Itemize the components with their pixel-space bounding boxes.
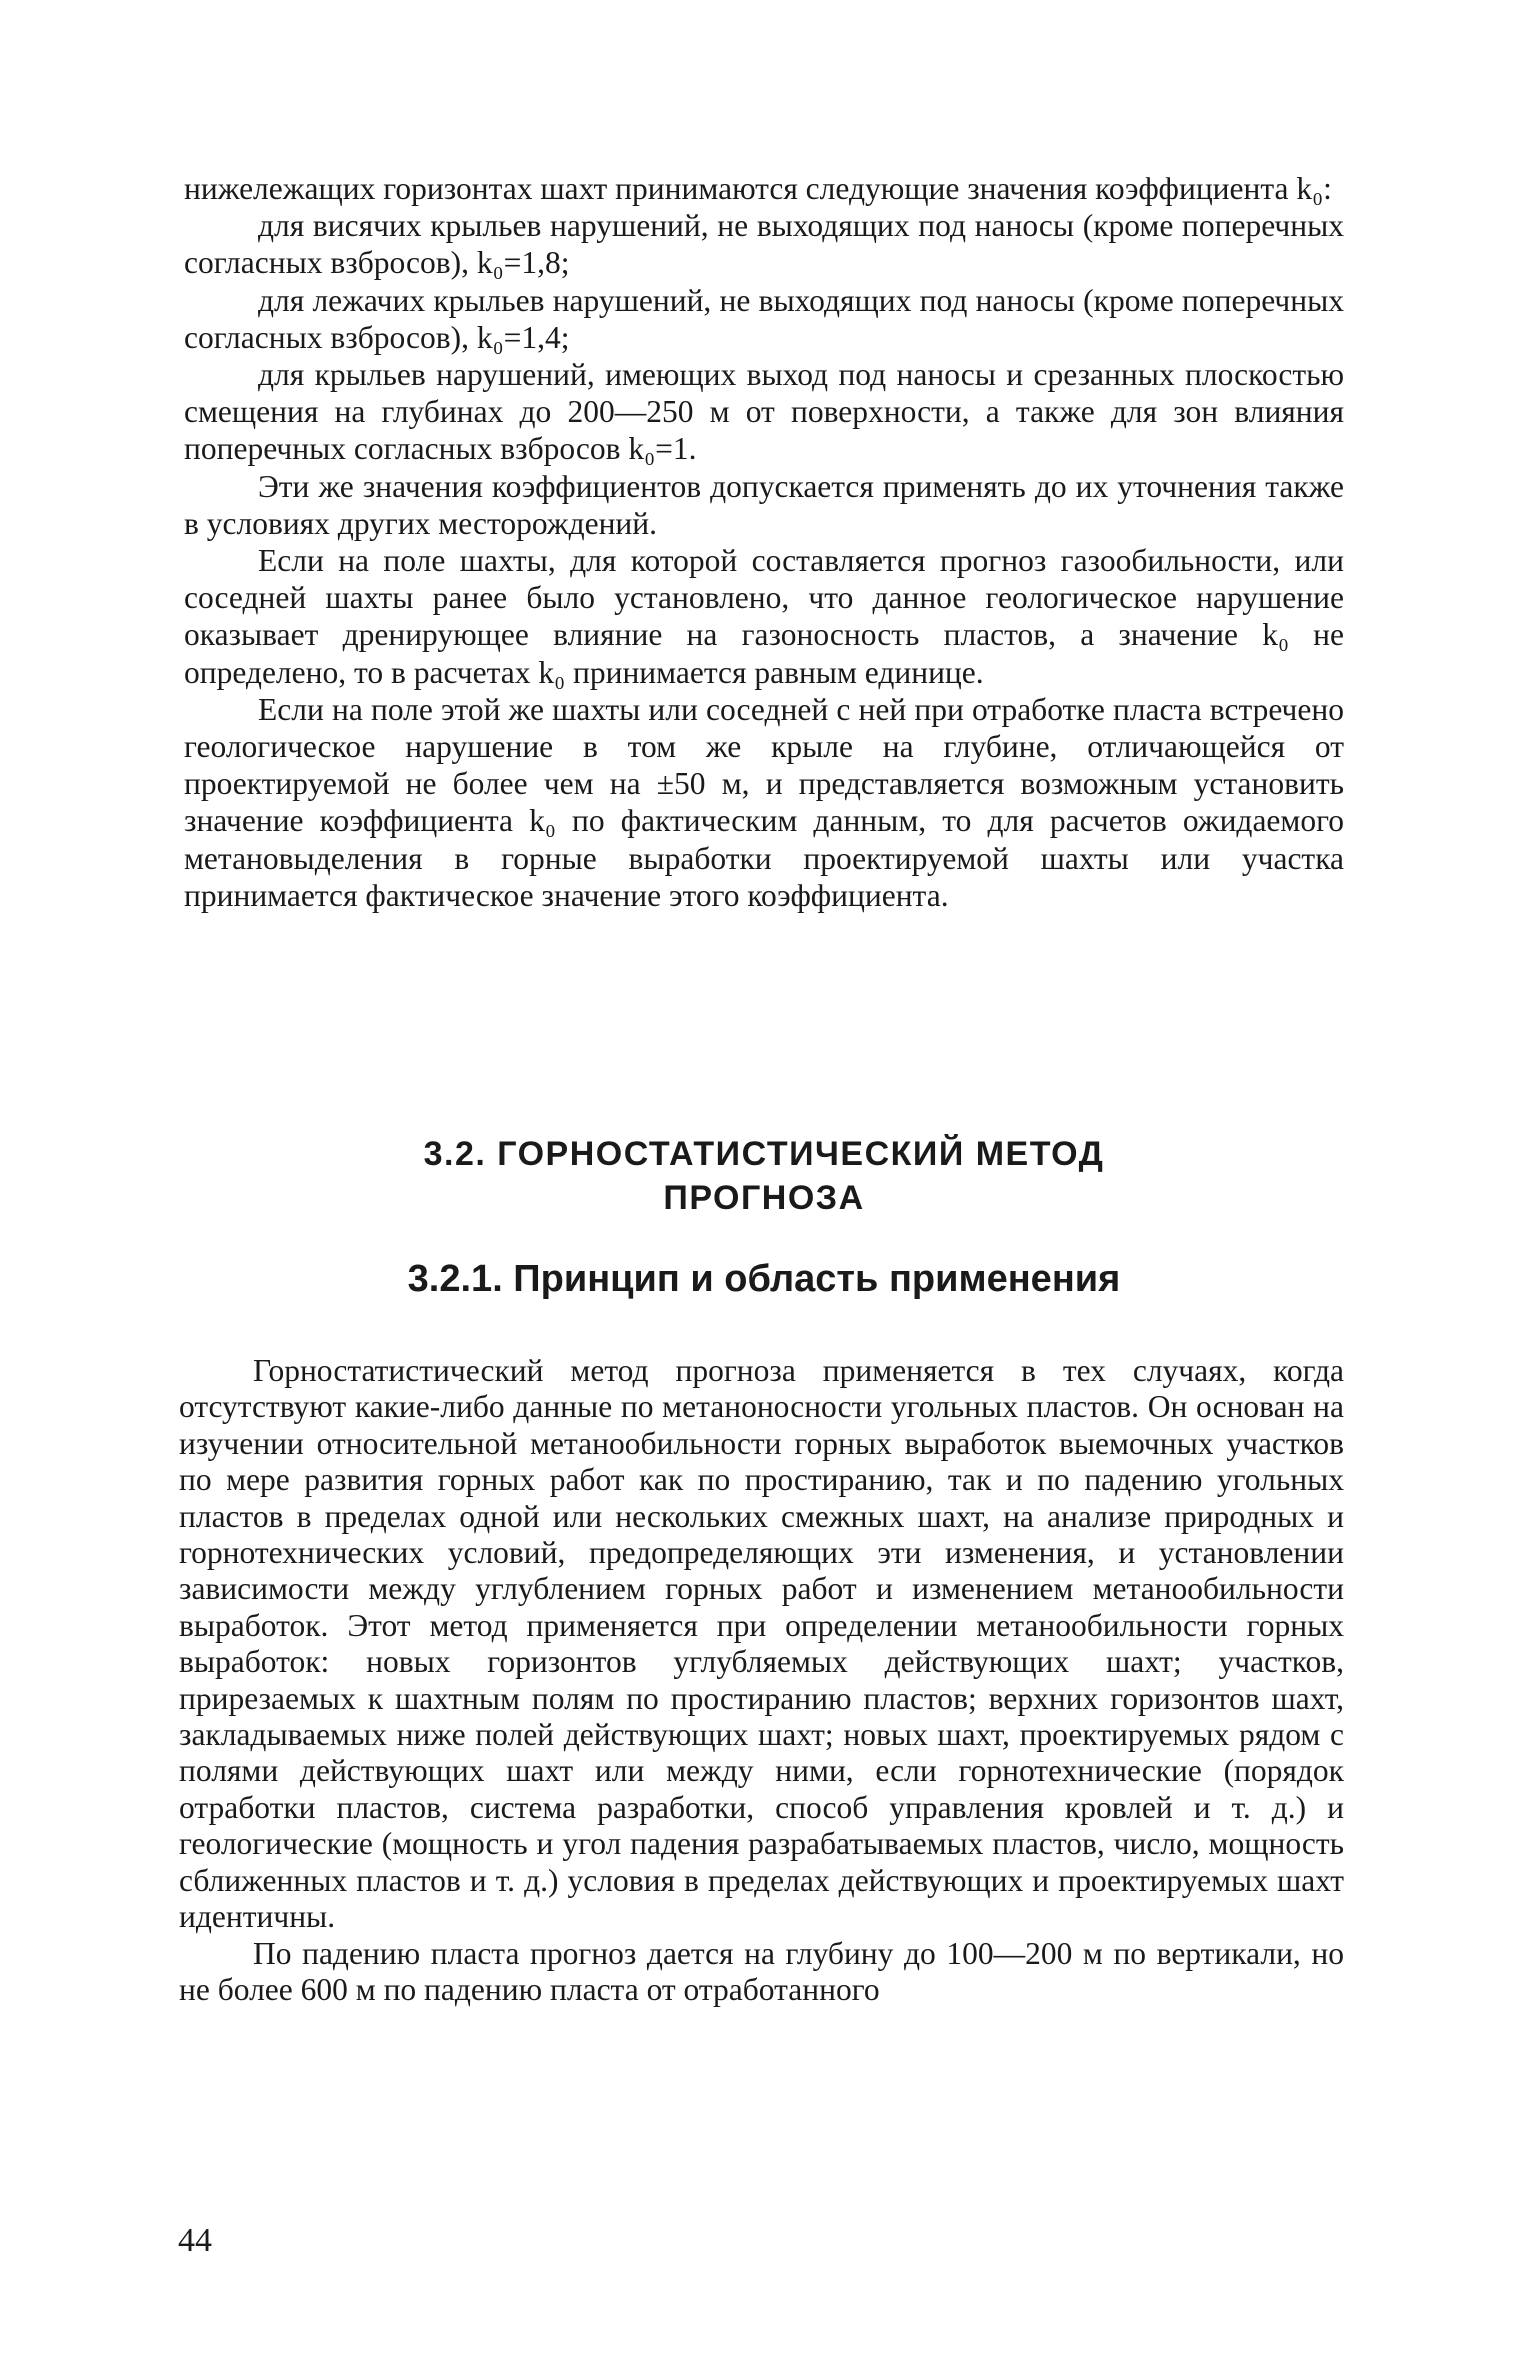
paragraph-draining-effect: Если на поле шахты, для которой составляется прогноз газообильности, или соседней шахты ранее было установлено, что данное геологическое нарушение оказывает дренирующее влияние на газоносность пластов, а значение k₀ не определено, то в расчетах k₀ принимается равным единице. [184, 543, 1344, 690]
paragraph-forecast-depth: По падению пласта прогноз дается на глубину до 100—200 м по вертикали, но не более 600 м по падению пласта от отработанного [179, 1935, 1344, 2007]
paragraph-hanging-wing: для висячих крыльев нарушений, не выходящих под наносы (кроме поперечных согласных взбросов), k₀=1,8; [184, 208, 1344, 281]
paragraph-other-deposits: Эти же значения коэффициентов допускается применять до их уточнения также в условиях других месторождений. [184, 468, 1344, 541]
paragraph-lying-wing: для лежачих крыльев нарушений, не выходящих под наносы (кроме поперечных согласных взбросов), k₀=1,4; [184, 282, 1344, 355]
page-body-top [184, 170, 1344, 914]
section-title-line-2: ПРОГНОЗА [663, 1179, 865, 1217]
section-title-line-1: 3.2. ГОРНОСТАТИСТИЧЕСКИЙ МЕТОД [423, 1135, 1105, 1173]
paragraph-method-description: Горностатистический метод прогноза применяется в тех случаях, когда отсутствуют какие-либо данные по метаноносности угольных пластов. Он основан на изучении относительной метанообильности горных выработок выемочных участков по мере развития горных работ как по простиранию, так и по падению угольных пластов в пределах одной или нескольких смежных шахт, на анализе природных и горнотехнических условий, предопределяющих эти изменения, и установлении зависимости между углублением горных работ и изменением метанообильности выработок. Этот метод применяется при определении метанообильности горных выработок: новых горизонтов углубляемых действующих шахт; участков, прирезаемых к шахтным полям по простиранию пластов; верхних горизонтов шахт, закладываемых ниже полей действующих шахт; новых шахт, проектируемых рядом с полями действующих шахт или между ними, если горнотехнические (порядок отработки пластов, система разработки, способ управления кровлей и т. д.) и геологические (мощность и угол падения разрабатываемых пластов, число, мощность сближенных пластов и т. д.) условия в пределах действующих и проектируемых шахт идентичны. [179, 1353, 1344, 1935]
section-heading [184, 1132, 1344, 1220]
paragraph-continuation: нижележащих горизонтах шахт принимаются следующие значения коэффициента k₀: [184, 171, 1332, 206]
subsection-heading [184, 1254, 1344, 1304]
paragraph-outcrop-wing: для крыльев нарушений, имеющих выход под наносы и срезанных плоскостью смещения на глубинах до 200—250 м от поверхности, а также для зон влияния поперечных согласных взбросов k₀=1. [184, 357, 1344, 467]
paragraph-actual-value: Если на поле этой же шахты или соседней с ней при отработке пласта встречено геологическое нарушение в том же крыле на глубине, отличающейся от проектируемой не более чем на ±50 м, и представляется возможным установить значение коэффициента k₀ по фактическим данным, то для расчетов ожидаемого метановыделения в горные выработки проектируемой шахты или участка принимается фактическое значение этого коэффициента. [184, 691, 1344, 913]
page-number: 44 [178, 2222, 212, 2259]
page-body-bottom [179, 1353, 1344, 2008]
subsection-title: 3.2.1. Принцип и область применения [407, 1258, 1121, 1300]
